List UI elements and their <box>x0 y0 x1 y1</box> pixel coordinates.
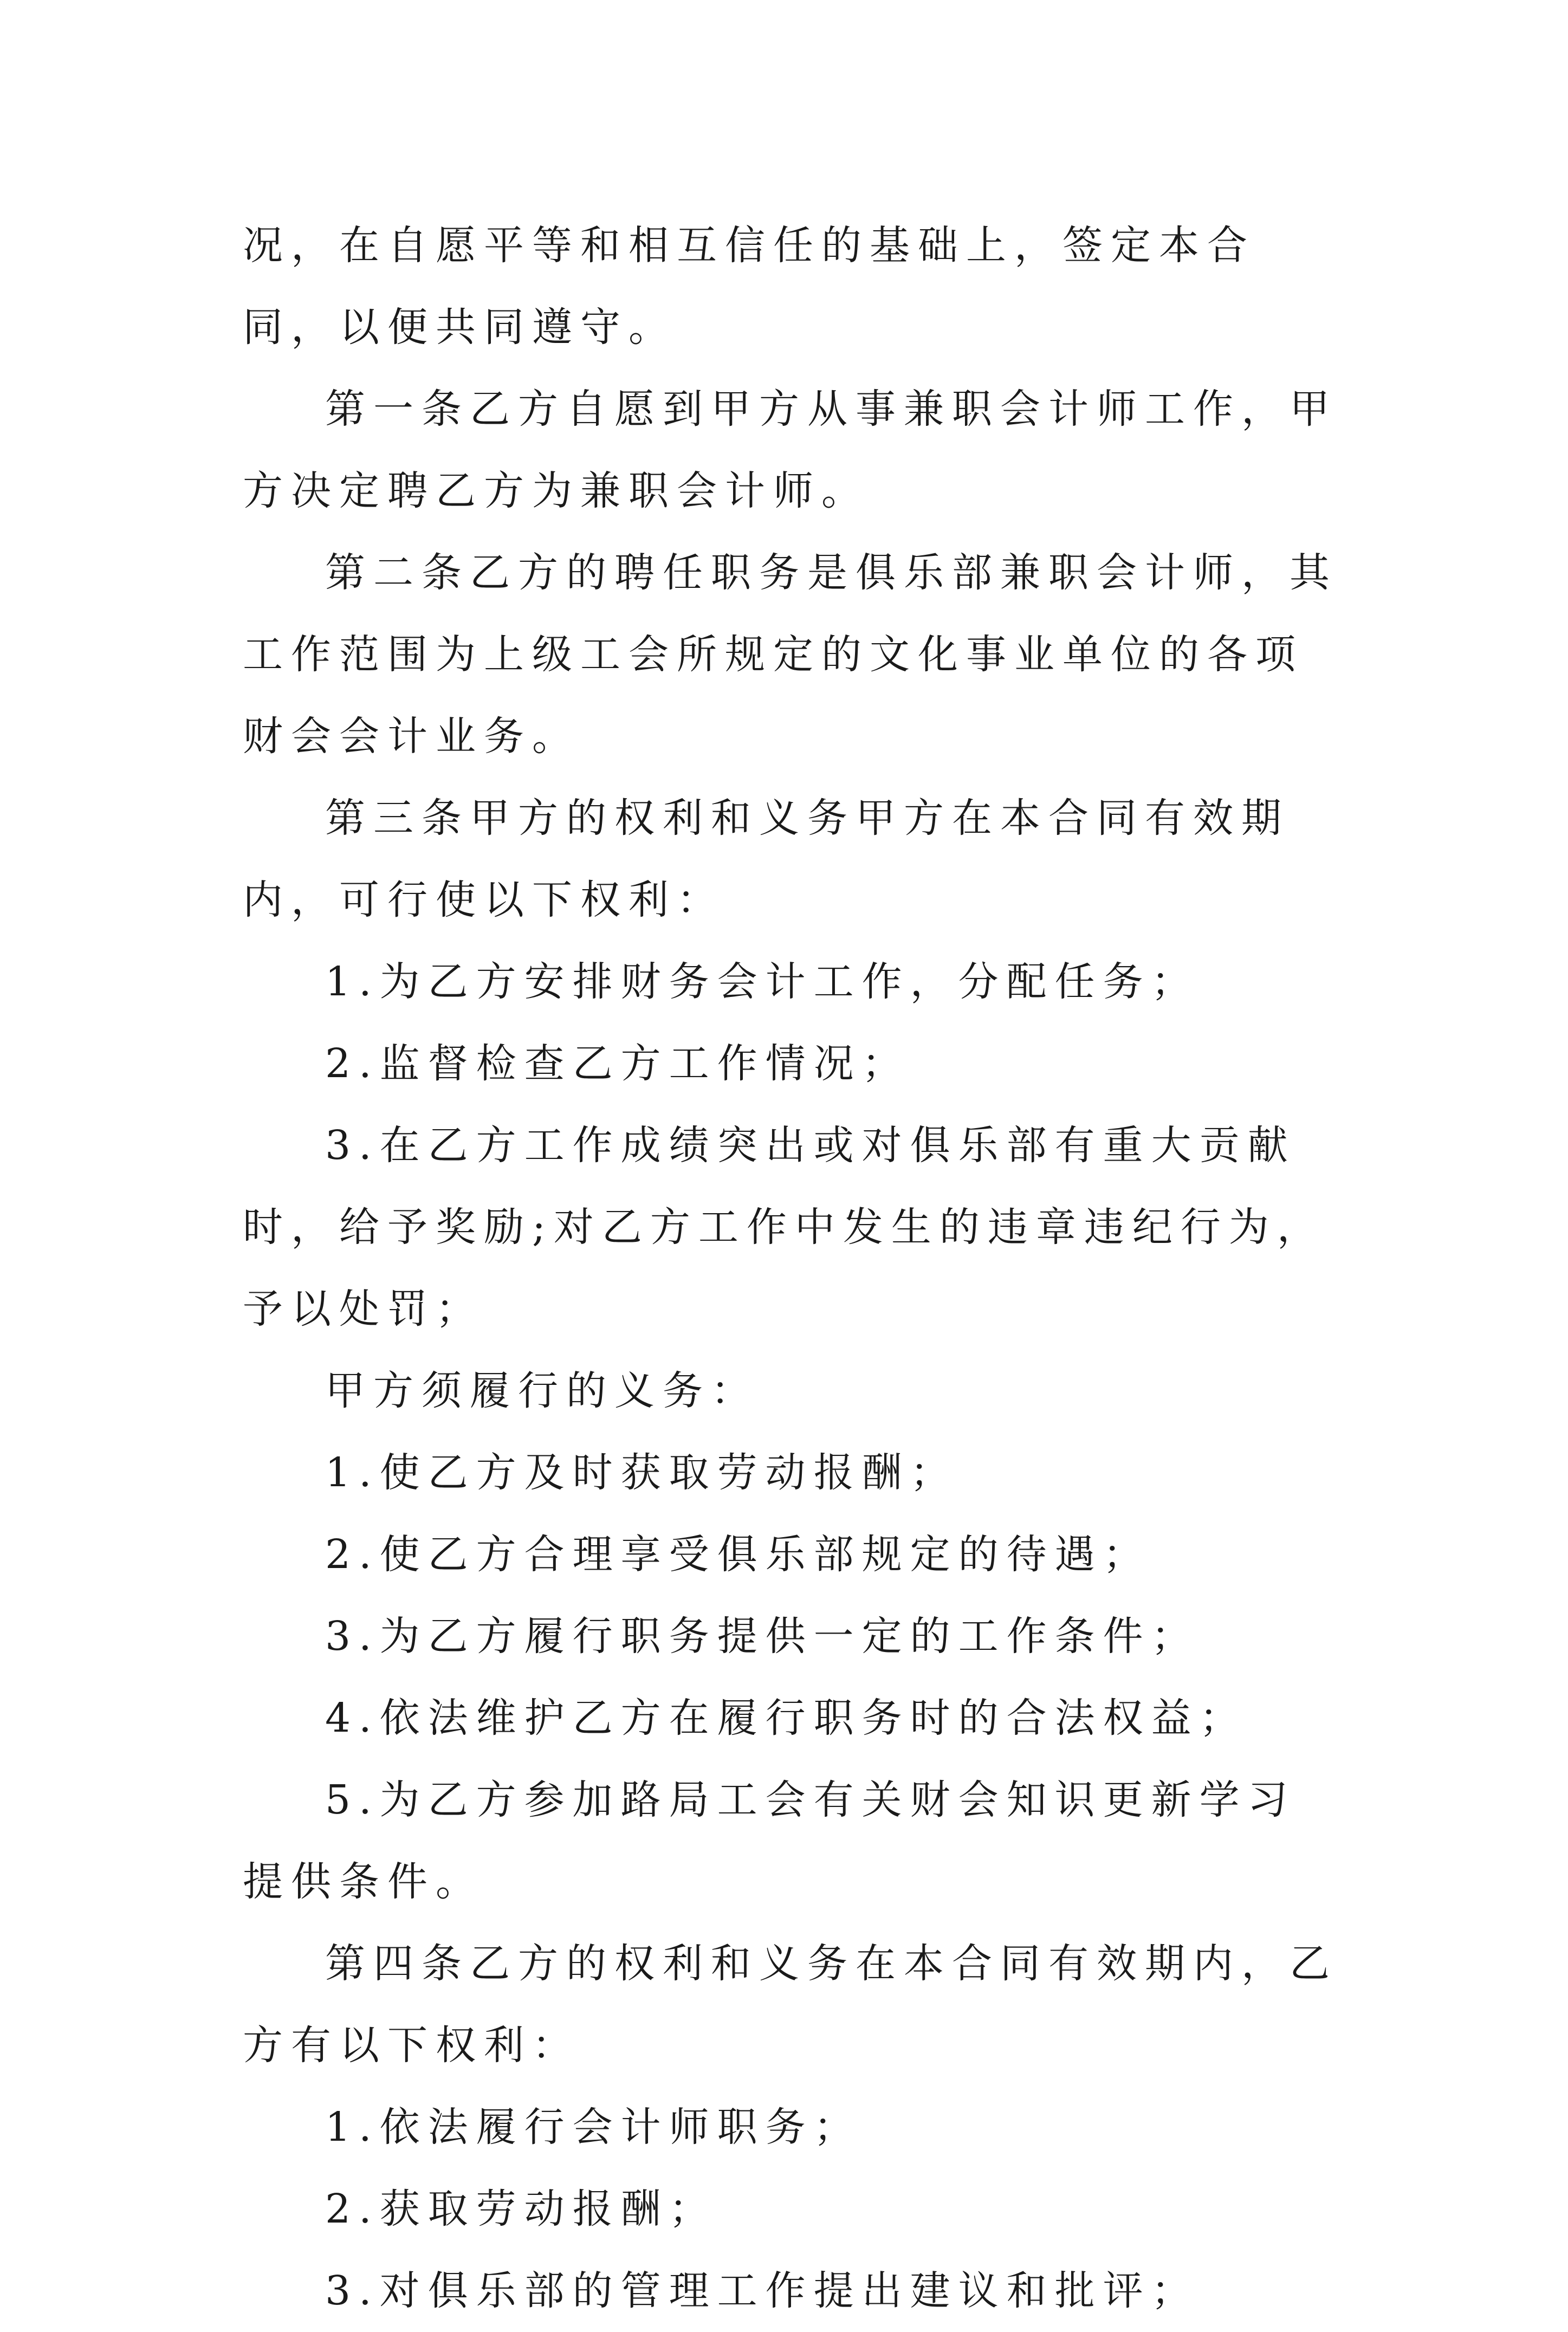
paragraph-article-3: 第三条甲方的权利和义务甲方在本合同有效期内，可行使以下权利： <box>243 795 1290 923</box>
paragraph-intro-continuation: 况，在自愿平等和相互信任的基础上，签定本合同，以便共同遵守。 <box>243 222 1255 351</box>
list-item-party-b-right-2: 2.获取劳动报酬； <box>325 2186 717 2232</box>
list-item-party-a-right-2: 2.监督检查乙方工作情况； <box>325 1040 910 1087</box>
list-item-party-a-duty-1: 1.使乙方及时获取劳动报酬； <box>325 1449 958 1496</box>
paragraph-article-2: 第二条乙方的聘任职务是俱乐部兼职会计师，其工作范围为上级工会所规定的文化事业单位的各项财会会计业务。 <box>243 549 1338 760</box>
section-heading-party-a-duties: 甲方须履行的义务： <box>325 1368 759 1414</box>
list-item-party-a-right-1: 1.为乙方安排财务会计工作，分配任务； <box>325 958 1200 1005</box>
list-item-party-a-duty-3: 3.为乙方履行职务提供一定的工作条件； <box>325 1613 1200 1660</box>
list-item-party-a-duty-4: 4.依法维护乙方在履行职务时的合法权益； <box>325 1695 1248 1741</box>
list-item-party-a-duty-2: 2.使乙方合理享受俱乐部规定的待遇； <box>325 1531 1151 1578</box>
list-item-party-a-right-3: 3.在乙方工作成绩突出或对俱乐部有重大贡献时，给予奖励;对乙方工作中发生的违章违纪行为，予以处罚； <box>243 1122 1325 1332</box>
list-item-party-a-duty-5: 5.为乙方参加路局工会有关财会知识更新学习提供条件。 <box>243 1777 1296 1905</box>
paragraph-article-1: 第一条乙方自愿到甲方从事兼职会计师工作，甲方决定聘乙方为兼职会计师。 <box>243 386 1338 514</box>
list-item-party-b-right-3: 3.对俱乐部的管理工作提出建议和批评； <box>325 2268 1200 2314</box>
paragraph-article-4: 第四条乙方的权利和义务在本合同有效期内，乙方有以下权利： <box>243 1940 1338 2069</box>
list-item-party-b-right-1: 1.依法履行会计师职务； <box>325 2104 862 2150</box>
document-body <box>243 205 1343 2332</box>
